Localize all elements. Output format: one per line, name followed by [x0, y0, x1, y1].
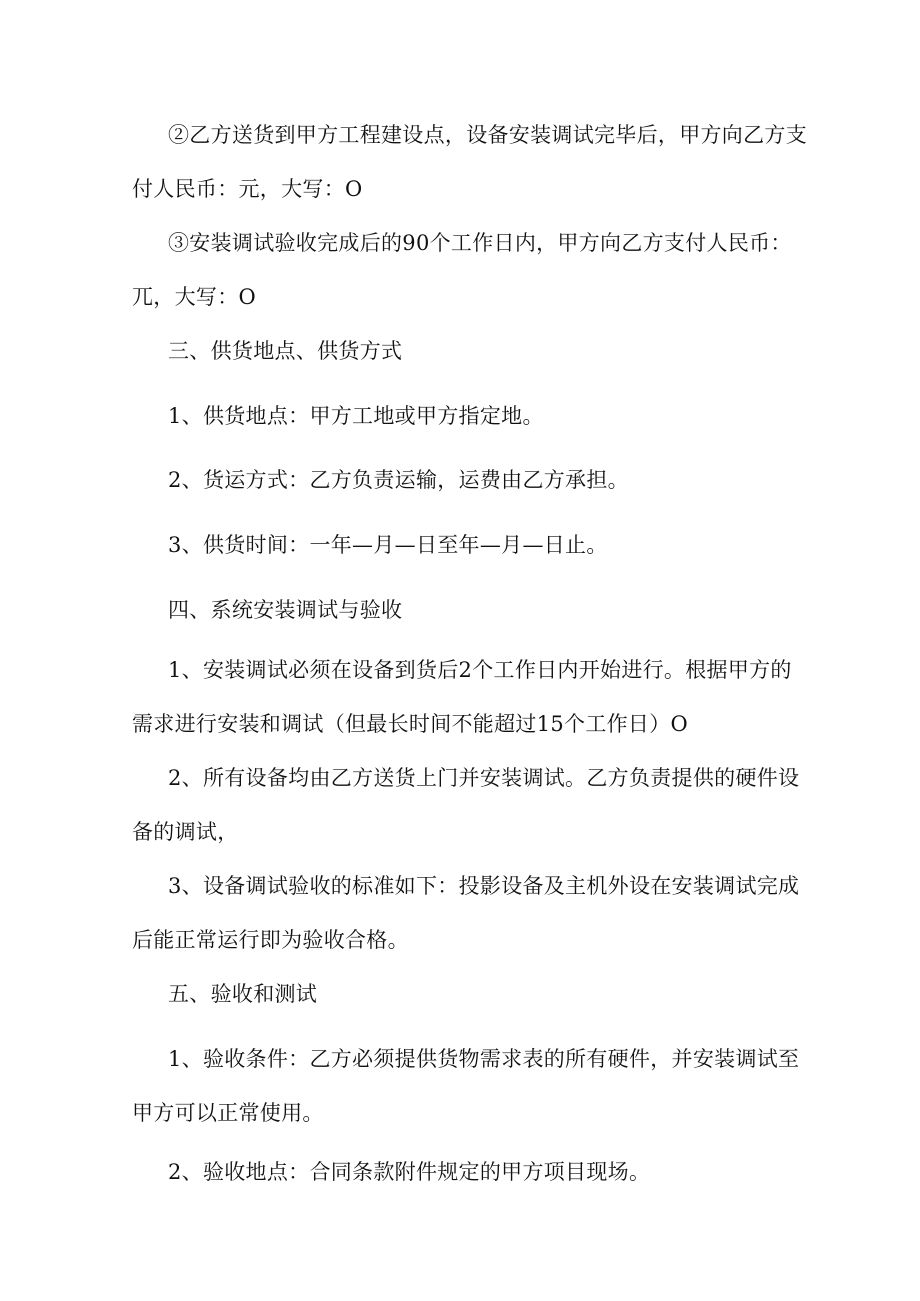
payment-clause-2: ②乙方送货到甲方工程建设点，设备安装调试完毕后，甲方向乙方支付人民币：元，大写：O: [132, 123, 807, 201]
shipping-method: 2、货运方式：乙方负责运输，运费由乙方承担。: [168, 468, 629, 492]
installation-clause-3: 3、设备调试验收的标准如下：投影设备及主机外设在安装调试完成后能正常运行即为验收合格。: [132, 874, 800, 952]
acceptance-conditions: 1、验收条件：乙方必须提供货物需求表的所有硬件，并安装调试至甲方可以正常使用。: [132, 1047, 800, 1125]
section-heading-supply: 三、供货地点、供货方式: [168, 339, 403, 363]
installation-clause-2: 2、所有设备均由乙方送货上门并安装调试。乙方负责提供的硬件设备的调试，: [132, 766, 800, 844]
supply-location: 1、供货地点：甲方工地或甲方指定地。: [168, 404, 544, 428]
section-heading-installation: 四、系统安装调试与验收: [168, 598, 403, 622]
supply-time: 3、供货时间：一年—月—日至年—月—日止。: [168, 533, 608, 557]
acceptance-location: 2、验收地点：合同条款附件规定的甲方项目现场。: [168, 1160, 651, 1184]
section-heading-acceptance: 五、验收和测试: [168, 982, 318, 1006]
payment-clause-3: ③安装调试验收完成后的90个工作日内，甲方向乙方支付人民币：兀，大写：O: [132, 231, 792, 309]
installation-clause-1: 1、安装调试必须在设备到货后2个工作日内开始进行。根据甲方的需求进行安装和调试（但最长时间不能超过15个工作日）O: [132, 658, 792, 736]
